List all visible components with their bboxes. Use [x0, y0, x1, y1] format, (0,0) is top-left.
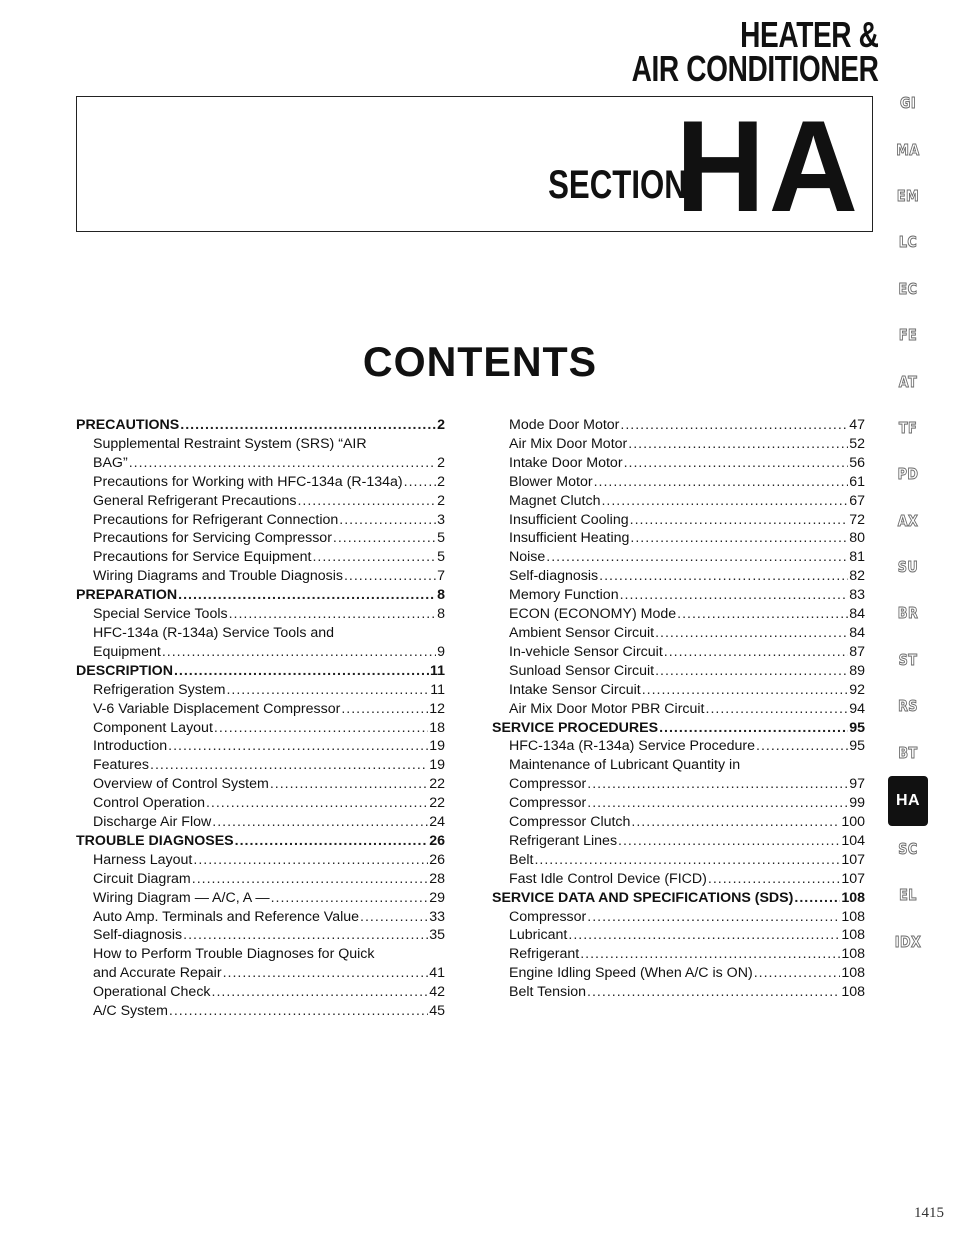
toc-entry-page: 107: [841, 870, 865, 887]
section-tab-at[interactable]: AT: [898, 372, 918, 391]
toc-entry[interactable]: [76, 492, 445, 511]
toc-entry-page: 9: [437, 643, 445, 660]
leader-dots: [344, 567, 436, 586]
toc-entry-label: Discharge Air Flow: [93, 814, 212, 831]
toc-entry-page: 72: [849, 511, 865, 528]
toc-entry-label: Equipment: [93, 643, 161, 660]
toc-entry[interactable]: [492, 889, 865, 908]
toc-entry-label: V-6 Variable Displacement Compressor: [93, 700, 341, 717]
toc-entry-label: Self-diagnosis: [509, 568, 599, 585]
toc-entry-label: Compressor: [509, 776, 587, 793]
toc-entry-label: A/C System: [93, 1003, 168, 1020]
leader-dots: [270, 775, 428, 794]
leader-dots: [618, 832, 840, 851]
leader-dots: [620, 586, 849, 605]
toc-entry-page: 82: [849, 568, 865, 585]
toc-entry[interactable]: [492, 529, 865, 548]
toc-entry-label: SERVICE PROCEDURES: [492, 719, 659, 736]
toc-entry[interactable]: [76, 643, 445, 662]
section-tab-tf[interactable]: TF: [898, 418, 918, 437]
leader-dots: [631, 813, 840, 832]
toc-entry[interactable]: [492, 605, 865, 624]
toc-entry-page: 99: [849, 795, 865, 812]
leader-dots: [599, 567, 848, 586]
leader-dots: [235, 832, 429, 851]
section-tab-fe[interactable]: FE: [898, 326, 918, 345]
toc-entry-label: In-vehicle Sensor Circuit: [509, 643, 663, 660]
toc-entry[interactable]: [492, 643, 865, 662]
toc-entry-page: 95: [849, 719, 865, 736]
leader-dots: [180, 416, 436, 435]
toc-entry[interactable]: [492, 737, 865, 756]
toc-entry[interactable]: [76, 586, 445, 605]
toc-entry-page: 97: [849, 776, 865, 793]
leader-dots: [212, 813, 428, 832]
toc-entry[interactable]: [76, 435, 445, 454]
toc-entry-page: 47: [849, 417, 865, 433]
toc-entry-page: 33: [429, 908, 445, 925]
leader-dots: [174, 662, 429, 681]
toc-left-column: [76, 416, 445, 1021]
toc-entry[interactable]: [76, 813, 445, 832]
leader-dots: [794, 889, 840, 908]
toc-entry[interactable]: [76, 416, 445, 435]
section-banner: [76, 93, 873, 239]
toc-entry[interactable]: [76, 548, 445, 567]
toc-entry-page: 2: [437, 454, 445, 471]
toc-entry-page: 8: [437, 587, 445, 604]
section-tab-ma[interactable]: MA: [896, 140, 920, 159]
toc-entry[interactable]: [492, 511, 865, 530]
toc-entry[interactable]: [492, 700, 865, 719]
toc-entry[interactable]: [492, 926, 865, 945]
toc-entry-label: Operational Check: [93, 984, 211, 1001]
toc-entry[interactable]: [76, 889, 445, 908]
toc-entry-label: Belt: [509, 851, 534, 868]
leader-dots: [642, 681, 849, 700]
leader-dots: [341, 700, 428, 719]
toc-entry[interactable]: [492, 416, 865, 435]
leader-dots: [333, 529, 436, 548]
toc-entry[interactable]: [492, 548, 865, 567]
toc-entry-page: 8: [437, 606, 445, 623]
toc-entry-page: 22: [429, 776, 445, 793]
toc-entry-label: Sunload Sensor Circuit: [509, 662, 655, 679]
toc-entry-page: 19: [429, 757, 445, 774]
leader-dots: [183, 926, 428, 945]
toc-entry-page: 56: [849, 454, 865, 471]
section-tab-bt[interactable]: BT: [898, 743, 918, 762]
leader-dots: [754, 964, 841, 983]
toc-entry-label: Noise: [509, 549, 546, 566]
toc-entry[interactable]: [76, 567, 445, 586]
toc-entry-label: Air Mix Door Motor: [509, 435, 628, 452]
toc-entry-label: Engine Idling Speed (When A/C is ON): [509, 965, 753, 982]
toc-entry-page: 18: [429, 719, 445, 736]
toc-entry-page: 84: [849, 606, 865, 623]
toc-entry-page: 45: [429, 1003, 445, 1020]
leader-dots: [587, 983, 840, 1002]
leader-dots: [214, 719, 428, 738]
toc-entry-page: 2: [437, 417, 445, 433]
toc-entry[interactable]: [492, 662, 865, 681]
toc-right-column: [492, 416, 865, 1002]
toc-entry[interactable]: [76, 832, 445, 851]
toc-entry-page: 100: [841, 814, 865, 831]
leader-dots: [587, 794, 848, 813]
toc-entry-page: 19: [429, 738, 445, 755]
toc-entry-page: 94: [849, 700, 865, 717]
toc-entry-page: 2: [437, 473, 445, 490]
leader-dots: [628, 435, 848, 454]
toc-entry[interactable]: [76, 756, 445, 775]
toc-entry[interactable]: [76, 719, 445, 738]
toc-entry-label: Auto Amp. Terminals and Reference Value: [93, 908, 360, 925]
leader-dots: [404, 473, 436, 492]
toc-entry-label: PREPARATION: [76, 587, 178, 604]
toc-entry[interactable]: [76, 870, 445, 889]
toc-entry-page: 87: [849, 643, 865, 660]
manual-title: [631, 14, 878, 89]
toc-entry-label: How to Perform Trouble Diagnoses for Quick: [93, 946, 375, 963]
leader-dots: [212, 983, 429, 1002]
toc-entry[interactable]: [492, 681, 865, 700]
section-label: SECTION: [548, 163, 687, 207]
leader-dots: [168, 737, 428, 756]
leader-dots: [339, 511, 436, 530]
section-tab-idx[interactable]: IDX: [894, 932, 922, 951]
toc-entry-label: ECON (ECONOMY) Mode: [509, 606, 677, 623]
section-tab-br[interactable]: BR: [897, 604, 919, 623]
toc-entry-label: Insufficient Heating: [509, 530, 630, 547]
leader-dots: [192, 870, 428, 889]
toc-entry[interactable]: [76, 511, 445, 530]
toc-entry[interactable]: [76, 964, 445, 983]
leader-dots: [664, 643, 848, 662]
toc-entry[interactable]: [76, 454, 445, 473]
leader-dots: [601, 492, 848, 511]
toc-entry[interactable]: [492, 567, 865, 586]
section-tab-rs[interactable]: RS: [898, 697, 918, 716]
leader-dots: [193, 851, 428, 870]
leader-dots: [659, 719, 848, 738]
leader-dots: [271, 889, 429, 908]
leader-dots: [708, 870, 840, 889]
leader-dots: [223, 964, 429, 983]
toc-entry[interactable]: [76, 926, 445, 945]
toc-entry-label: Intake Sensor Circuit: [509, 681, 641, 698]
toc-entry[interactable]: [492, 775, 865, 794]
toc-entry-page: 5: [437, 530, 445, 547]
toc-entry-label: Introduction: [93, 738, 168, 755]
toc-entry-page: 89: [849, 662, 865, 679]
leader-dots: [297, 492, 436, 511]
toc-entry-label: Wiring Diagrams and Trouble Diagnosis: [93, 568, 343, 585]
toc-entry-page: 7: [437, 568, 445, 585]
toc-entry-page: 67: [849, 492, 865, 509]
section-tab-ha[interactable]: HA: [888, 776, 928, 826]
toc-entry[interactable]: [492, 851, 865, 870]
toc-entry[interactable]: [76, 662, 445, 681]
toc-entry[interactable]: [76, 945, 445, 964]
toc-entry[interactable]: [76, 473, 445, 492]
leader-dots: [630, 529, 848, 548]
toc-entry-label: Features: [93, 757, 149, 774]
section-tab-ax[interactable]: AX: [897, 511, 919, 530]
toc-entry-page: 41: [429, 965, 445, 982]
toc-entry-label: HFC-134a (R-134a) Service Procedure: [509, 738, 756, 755]
toc-entry[interactable]: [492, 492, 865, 511]
toc-entry-label: Fast Idle Control Device (FICD): [509, 870, 707, 887]
leader-dots: [580, 945, 840, 964]
toc-entry[interactable]: [76, 983, 445, 1002]
toc-entry[interactable]: [76, 624, 445, 643]
toc-entry-label: Control Operation: [93, 795, 205, 812]
section-tab-st[interactable]: ST: [898, 650, 918, 669]
toc-entry-label: Mode Door Motor: [509, 417, 620, 433]
section-tab-pd[interactable]: PD: [897, 465, 919, 484]
toc-entry-label: Circuit Diagram: [93, 870, 191, 887]
toc-entry-page: 11: [430, 681, 445, 698]
toc-entry[interactable]: [76, 851, 445, 870]
toc-entry[interactable]: [76, 775, 445, 794]
toc-entry[interactable]: [492, 813, 865, 832]
toc-entry-label: PRECAUTIONS: [76, 417, 180, 433]
leader-dots: [587, 775, 848, 794]
leader-dots: [312, 548, 436, 567]
page-number: 1415: [914, 1205, 944, 1221]
contents-heading: CONTENTS: [362, 338, 598, 385]
toc-entry[interactable]: [76, 908, 445, 927]
toc-entry-page: 42: [429, 984, 445, 1001]
toc-entry[interactable]: [492, 983, 865, 1002]
toc-entry-page: 11: [430, 662, 445, 679]
toc-entry-page: 104: [841, 832, 865, 849]
toc-entry-page: 29: [429, 889, 445, 906]
toc-entry-label: Intake Door Motor: [509, 454, 623, 471]
title-line-2: AIR CONDITIONER: [631, 48, 878, 89]
toc-entry-label: DESCRIPTION: [76, 662, 173, 679]
toc-entry-label: Insufficient Cooling: [509, 511, 629, 528]
leader-dots: [206, 794, 428, 813]
section-code: HA: [676, 93, 862, 239]
toc-entry[interactable]: [76, 681, 445, 700]
toc-entry[interactable]: [76, 737, 445, 756]
leader-dots: [630, 511, 849, 530]
toc-entry[interactable]: [492, 586, 865, 605]
toc-entry[interactable]: [492, 756, 865, 775]
leader-dots: [534, 851, 840, 870]
toc-entry-page: 84: [849, 624, 865, 641]
toc-entry[interactable]: [76, 529, 445, 548]
section-tab-el[interactable]: EL: [899, 886, 917, 905]
section-tab-index: [888, 80, 928, 965]
toc-entry-page: 95: [849, 738, 865, 755]
toc-entry-label: Belt Tension: [509, 984, 587, 1001]
toc-entry[interactable]: [492, 832, 865, 851]
section-tab-ec[interactable]: EC: [898, 279, 918, 298]
toc-entry[interactable]: [492, 908, 865, 927]
toc-entry-label: Compressor: [509, 795, 587, 812]
toc-entry[interactable]: [492, 794, 865, 813]
section-tab-sc[interactable]: SC: [898, 840, 918, 859]
section-tab-su[interactable]: SU: [897, 558, 919, 577]
toc-entry-label: Magnet Clutch: [509, 492, 601, 509]
toc-entry-label: Refrigerant Lines: [509, 832, 618, 849]
toc-entry-label: BAG”: [93, 454, 128, 471]
leader-dots: [624, 454, 849, 473]
toc-entry[interactable]: [492, 964, 865, 983]
leader-dots: [129, 454, 436, 473]
leader-dots: [706, 700, 849, 719]
toc-entry-page: 92: [849, 681, 865, 698]
toc-entry-page: 52: [849, 435, 865, 452]
toc-entry-label: Special Service Tools: [93, 606, 228, 623]
toc-entry-label: Supplemental Restraint System (SRS) “AIR: [93, 435, 367, 452]
toc-entry-page: 80: [849, 530, 865, 547]
toc-entry-label: Memory Function: [509, 587, 619, 604]
toc-entry-label: Precautions for Servicing Compressor: [93, 530, 332, 547]
toc-entry-label: Precautions for Working with HFC-134a (R-134a): [93, 473, 403, 490]
toc-entry-page: 26: [429, 851, 445, 868]
toc-entry-label: Ambient Sensor Circuit: [509, 624, 655, 641]
toc-entry[interactable]: [492, 624, 865, 643]
toc-entry[interactable]: [76, 794, 445, 813]
leader-dots: [568, 926, 840, 945]
toc-entry-page: 24: [429, 814, 445, 831]
toc-entry-label: Blower Motor: [509, 473, 593, 490]
toc-entry-page: 107: [841, 851, 865, 868]
toc-entry[interactable]: [492, 945, 865, 964]
toc-entry-page: 108: [841, 927, 865, 944]
toc-entry-label: Precautions for Service Equipment: [93, 549, 312, 566]
leader-dots: [620, 416, 848, 435]
toc-entry-page: 108: [841, 946, 865, 963]
toc-entry-label: General Refrigerant Precautions: [93, 492, 297, 509]
toc-entry-page: 3: [437, 511, 445, 528]
toc-entry-page: 108: [841, 984, 865, 1001]
toc-entry[interactable]: [492, 473, 865, 492]
toc-entry-label: Lubricant: [509, 927, 568, 944]
toc-entry-label: Harness Layout: [93, 851, 193, 868]
toc-entry-label: SERVICE DATA AND SPECIFICATIONS (SDS): [492, 889, 794, 906]
toc-entry-label: Wiring Diagram — A/C, A —: [93, 889, 270, 906]
toc-entry-page: 108: [841, 908, 865, 925]
leader-dots: [229, 605, 437, 624]
leader-dots: [162, 643, 436, 662]
leader-dots: [150, 756, 428, 775]
toc-entry-page: 5: [437, 549, 445, 566]
toc-entry[interactable]: [492, 870, 865, 889]
toc-entry-page: 108: [841, 889, 865, 906]
toc-entry-label: TROUBLE DIAGNOSES: [76, 832, 234, 849]
toc-entry[interactable]: [492, 435, 865, 454]
toc-entry-page: 12: [429, 700, 445, 717]
toc-entry[interactable]: [492, 454, 865, 473]
toc-entry-page: 2: [437, 492, 445, 509]
leader-dots: [360, 908, 428, 927]
toc-entry-label: Overview of Control System: [93, 776, 269, 793]
section-tab-lc[interactable]: LC: [898, 233, 918, 252]
toc-entry-label: HFC-134a (R-134a) Service Tools and: [93, 624, 335, 641]
leader-dots: [178, 586, 436, 605]
leader-dots: [169, 1002, 428, 1021]
toc-entry-label: Compressor Clutch: [509, 814, 631, 831]
toc-entry-page: 28: [429, 870, 445, 887]
toc-entry-label: Component Layout: [93, 719, 213, 736]
toc-entry[interactable]: [492, 719, 865, 738]
toc-entry-page: 61: [849, 473, 865, 490]
leader-dots: [587, 908, 840, 927]
leader-dots: [655, 662, 848, 681]
leader-dots: [677, 605, 848, 624]
toc-entry-label: and Accurate Repair: [93, 965, 222, 982]
section-tab-gi[interactable]: GI: [899, 94, 917, 113]
toc-entry[interactable]: [76, 1002, 445, 1021]
toc-entry-label: Refrigeration System: [93, 681, 226, 698]
leader-dots: [655, 624, 848, 643]
toc-entry-label: Self-diagnosis: [93, 927, 183, 944]
toc-entry-page: 26: [429, 832, 445, 849]
toc-entry-label: Compressor: [509, 908, 587, 925]
section-tab-em[interactable]: EM: [896, 186, 920, 205]
toc-entry-page: 108: [841, 965, 865, 982]
toc-entry-label: Refrigerant: [509, 946, 580, 963]
toc-entry-page: 35: [429, 927, 445, 944]
leader-dots: [756, 737, 848, 756]
toc-entry-page: 22: [429, 795, 445, 812]
toc-entry-label: Maintenance of Lubricant Quantity in: [509, 757, 741, 774]
toc-entry-page: 81: [849, 549, 865, 566]
toc-entry-label: Precautions for Refrigerant Connection: [93, 511, 339, 528]
leader-dots: [594, 473, 849, 492]
toc-entry[interactable]: [76, 605, 445, 624]
leader-dots: [546, 548, 848, 567]
toc-entry-page: 83: [849, 587, 865, 604]
leader-dots: [226, 681, 429, 700]
title-line-1: HEATER &: [739, 14, 878, 55]
toc-entry[interactable]: [76, 700, 445, 719]
toc-entry-label: Air Mix Door Motor PBR Circuit: [509, 700, 705, 717]
